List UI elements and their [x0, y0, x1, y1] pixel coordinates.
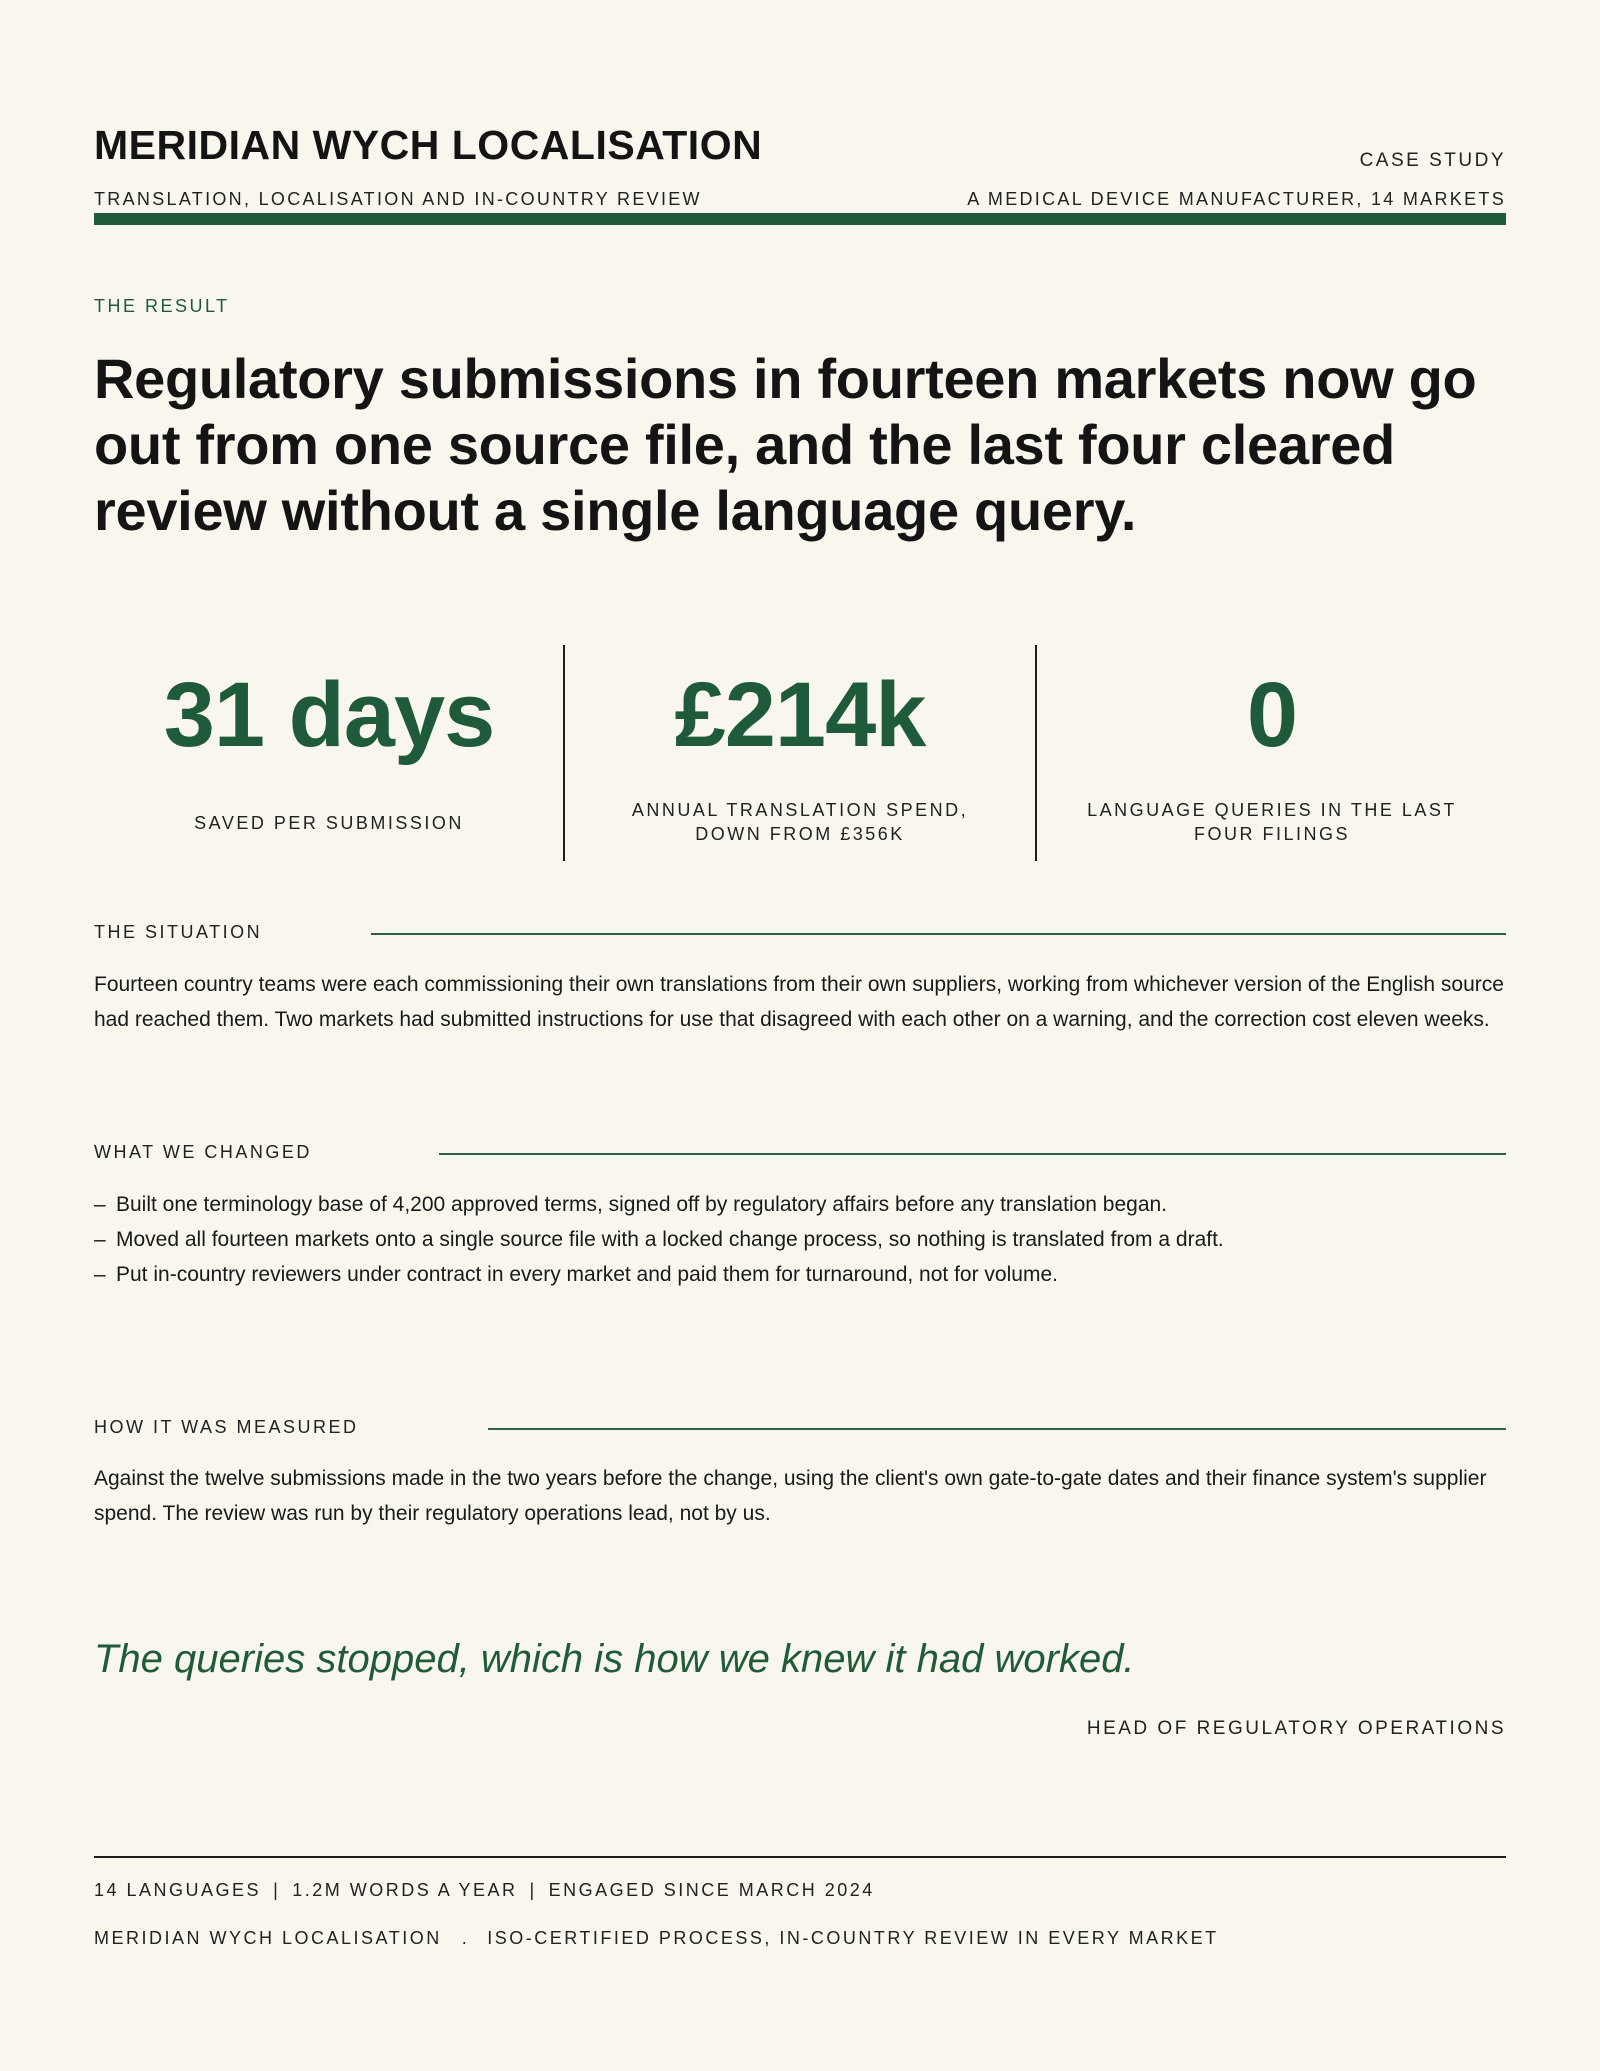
stat-language-queries — [1037, 645, 1507, 861]
result-label: THE RESULT — [94, 296, 230, 316]
section-title: THE SITUATION — [94, 922, 263, 942]
measurement-body: Against the twelve submissions made in the two years before the change, using the client's own gate-to-gate dates and their finance system's supplier spend. The review was run by their regulatory operations lead, not by us. — [94, 1467, 1487, 1525]
list-item-text: Moved all fourteen markets onto a single source file with a locked change process, so nothing is translated from a draft. — [116, 1228, 1224, 1251]
bullet-dash: – — [94, 1193, 106, 1216]
section-title: HOW IT WAS MEASURED — [94, 1417, 359, 1437]
measurement-heading — [94, 1417, 1506, 1441]
quote-attribution: HEAD OF REGULATORY OPERATIONS — [1086, 1718, 1506, 1739]
section-rule — [371, 933, 1506, 935]
footer-company: MERIDIAN WYCH LOCALISATION — [94, 1928, 442, 1948]
header-rule — [94, 213, 1506, 225]
section-rule — [488, 1428, 1506, 1430]
list-item — [94, 1257, 1506, 1292]
changes-heading — [94, 1142, 1506, 1166]
footer-separator: . — [461, 1928, 470, 1948]
fact-volume: 1.2M WORDS A YEAR — [292, 1880, 518, 1900]
stat-label: ANNUAL TRANSLATION SPEND, DOWN FROM £356K — [631, 800, 969, 844]
footer-rule — [94, 1856, 1506, 1858]
fact-separator: | — [273, 1880, 281, 1900]
fact-languages: 14 LANGUAGES — [94, 1880, 262, 1900]
list-item — [94, 1222, 1506, 1257]
fact-separator: | — [529, 1880, 537, 1900]
stat-annual-spend — [565, 645, 1035, 861]
section-title: WHAT WE CHANGED — [94, 1142, 312, 1162]
stats-row — [94, 645, 1506, 861]
footer-credentials — [94, 1928, 1219, 1949]
stat-label: SAVED PER SUBMISSION — [194, 813, 464, 833]
stat-value: £214k — [674, 664, 926, 766]
stat-days-saved — [94, 645, 564, 861]
footer-facts — [94, 1880, 875, 1901]
stat-label: LANGUAGE QUERIES IN THE LAST FOUR FILINGS — [1087, 800, 1457, 844]
fact-engagement: ENGAGED SINCE MARCH 2024 — [548, 1880, 875, 1900]
stat-value: 31 days — [163, 664, 495, 766]
client-quote: The queries stopped, which is how we knew it had worked. — [94, 1637, 1135, 1681]
stat-value: 0 — [1246, 664, 1298, 766]
document-type: CASE STUDY — [1359, 150, 1506, 171]
brand-name: MERIDIAN WYCH LOCALISATION — [94, 122, 763, 168]
list-item — [94, 1187, 1506, 1222]
list-item-text: Built one terminology base of 4,200 approved terms, signed off by regulatory affairs before any translation began. — [116, 1193, 1168, 1216]
situation-heading — [94, 922, 1506, 946]
bullet-dash: – — [94, 1228, 106, 1251]
footer-credentials-text: ISO-CERTIFIED PROCESS, IN-COUNTRY REVIEW IN EVERY MARKET — [487, 1928, 1219, 1948]
case-study-page — [94, 0, 1506, 2071]
list-item-text: Put in-country reviewers under contract in every market and paid them for turnaround, not for volume. — [116, 1263, 1058, 1286]
client-description: A MEDICAL DEVICE MANUFACTURER, 14 MARKETS — [967, 189, 1506, 209]
changes-list — [94, 1187, 1506, 1292]
situation-body: Fourteen country teams were each commissioning their own translations from their own suppliers, working from whichever version of the English source had reached them. Two markets had submitted instructions for use that disagreed with each other on a warning, and the correction cost eleven weeks. — [94, 973, 1504, 1031]
section-rule — [439, 1153, 1506, 1155]
bullet-dash: – — [94, 1263, 106, 1286]
brand-tagline: TRANSLATION, LOCALISATION AND IN-COUNTRY REVIEW — [94, 189, 702, 209]
headline: Regulatory submissions in fourteen markets now go out from one source file, and the last four cleared review without a single language query. — [94, 347, 1477, 542]
